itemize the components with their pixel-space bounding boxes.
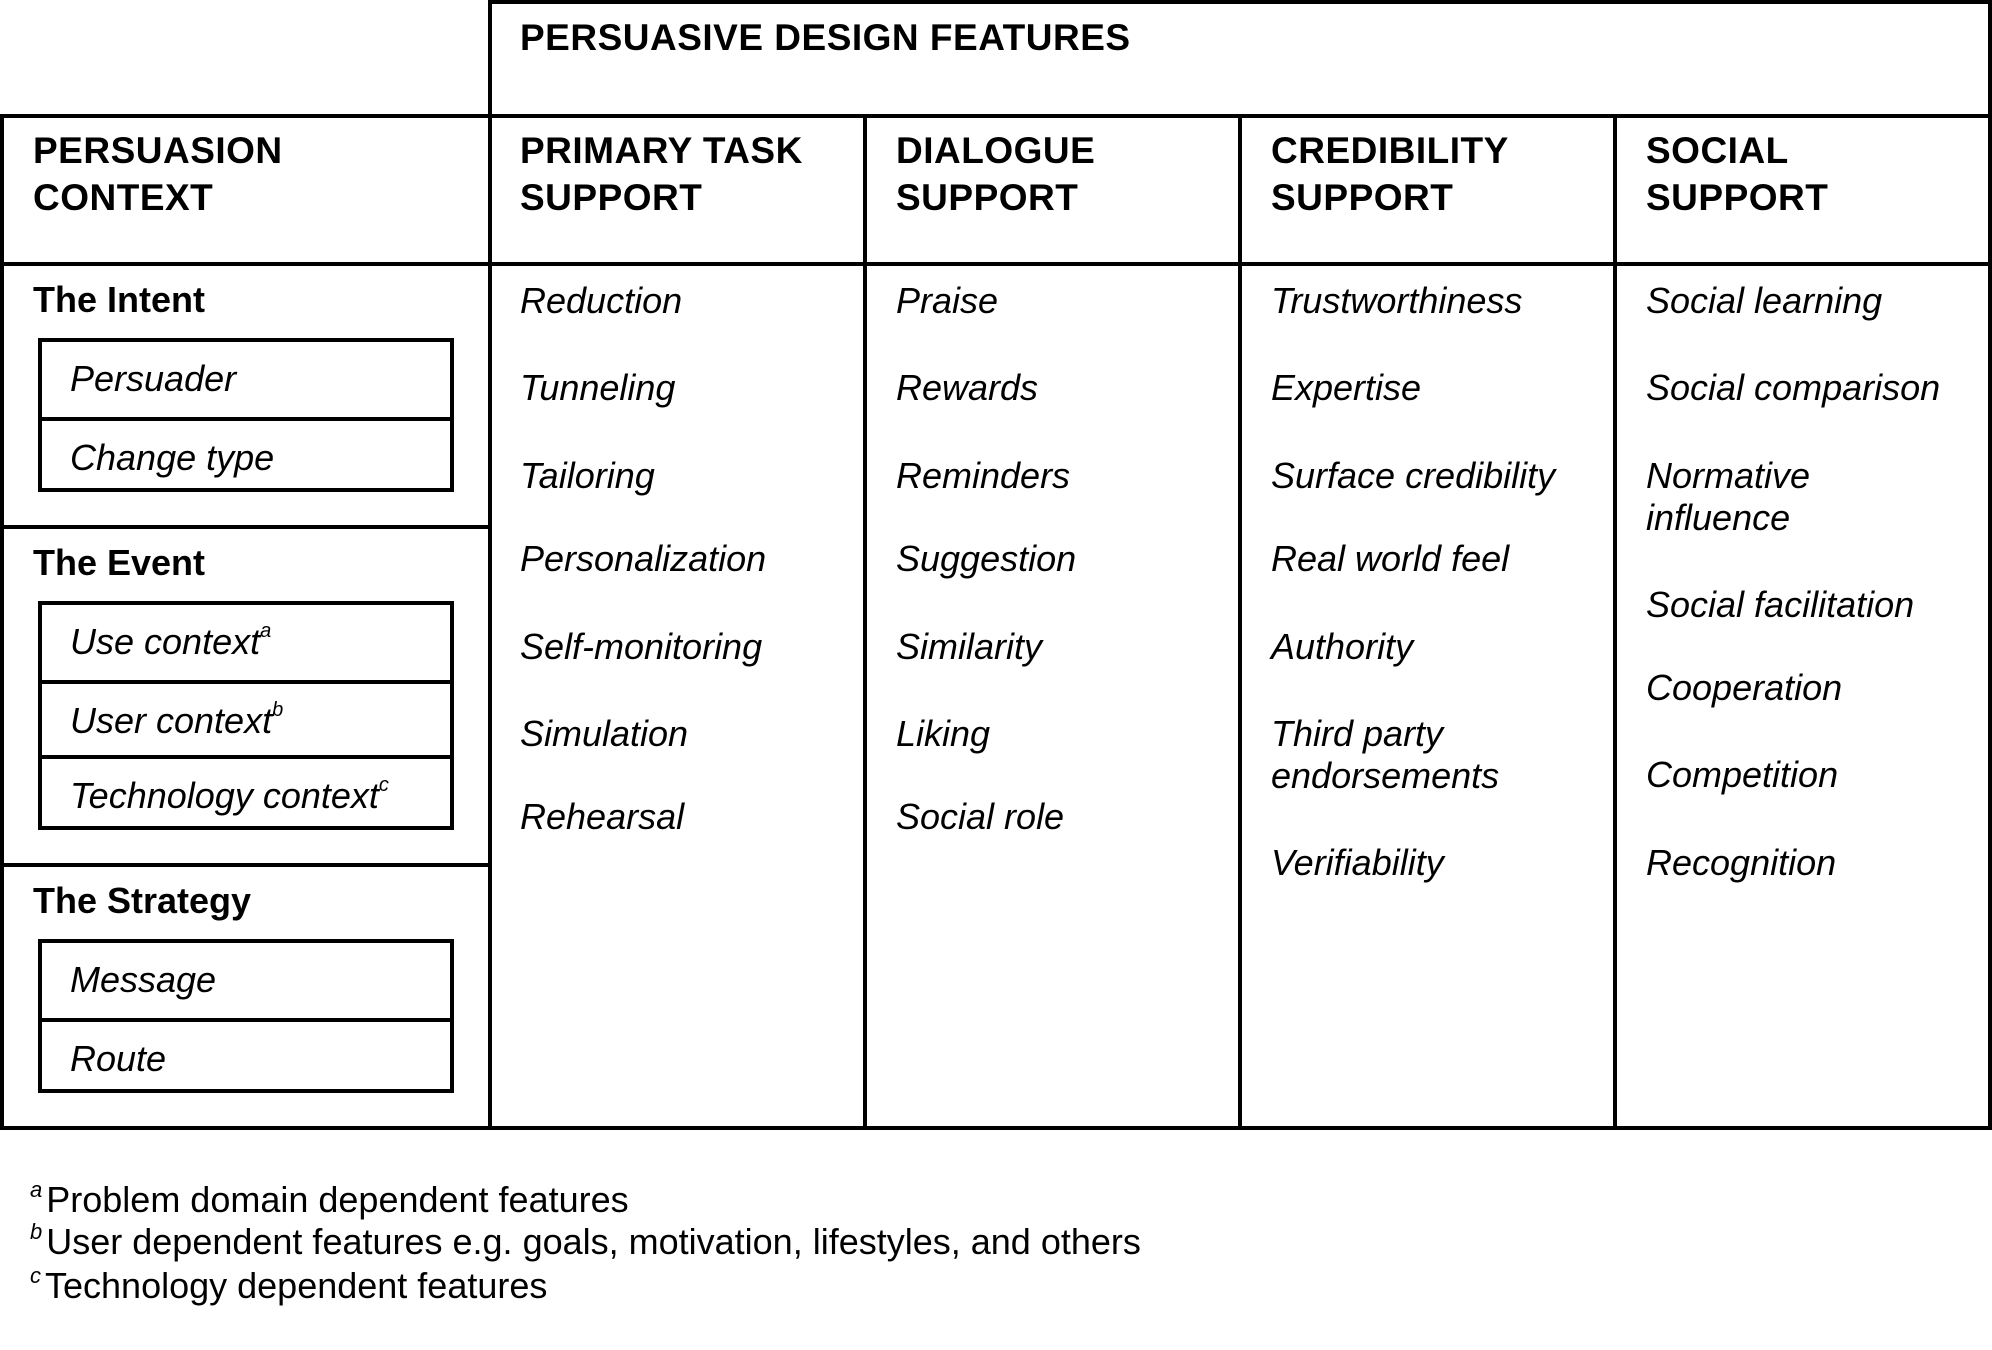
feature-reminders: Reminders bbox=[896, 455, 1071, 496]
footnote-c: $^c$ Technology dependent features bbox=[30, 1263, 548, 1306]
social-support-header: SOCIAL SUPPORT bbox=[1646, 130, 1829, 218]
feature-rewards: Rewards bbox=[896, 367, 1039, 408]
column-divider bbox=[488, 114, 492, 1130]
feature-tunneling: Tunneling bbox=[520, 367, 676, 408]
change-type-item: Change type bbox=[42, 417, 450, 492]
feature-endorsements: endorsements bbox=[1271, 755, 1500, 796]
feature-social-learning: Social learning bbox=[1646, 280, 1883, 321]
persuader-item: Persuader bbox=[70, 358, 237, 399]
feature-trustworthiness: Trustworthiness bbox=[1271, 280, 1523, 321]
column-divider bbox=[863, 114, 867, 1130]
persuasion-context-header: PERSUASION CONTEXT bbox=[33, 130, 283, 218]
column-divider bbox=[1613, 114, 1617, 1130]
feature-social-facilitation: Social facilitation bbox=[1646, 584, 1915, 625]
feature-third-party: Third party bbox=[1271, 713, 1444, 754]
event-title: The Event bbox=[33, 542, 206, 583]
context-section-divider bbox=[0, 863, 490, 867]
strategy-box bbox=[38, 939, 454, 1093]
design-features-title: PERSUASIVE DESIGN FEATURES bbox=[520, 17, 1131, 58]
feature-authority: Authority bbox=[1271, 626, 1414, 667]
feature-praise: Praise bbox=[896, 280, 999, 321]
primary-task-support-header: PRIMARY TASK SUPPORT bbox=[520, 130, 803, 218]
feature-real-world-feel: Real world feel bbox=[1271, 538, 1510, 579]
feature-simulation: Simulation bbox=[520, 713, 689, 754]
context-section-divider bbox=[0, 525, 490, 529]
feature-influence: influence bbox=[1646, 497, 1791, 538]
event-box bbox=[38, 601, 454, 830]
feature-self-monitoring: Self-monitoring bbox=[520, 626, 763, 667]
column-divider bbox=[1238, 114, 1242, 1130]
intent-title: The Intent bbox=[33, 279, 205, 320]
feature-reduction: Reduction bbox=[520, 280, 683, 321]
feature-liking: Liking bbox=[896, 713, 991, 754]
feature-tailoring: Tailoring bbox=[520, 455, 655, 496]
credibility-support-header: CREDIBILITY SUPPORT bbox=[1271, 130, 1509, 218]
message-item: Message bbox=[70, 959, 217, 1000]
feature-expertise: Expertise bbox=[1271, 367, 1422, 408]
feature-suggestion: Suggestion bbox=[896, 538, 1077, 579]
technology-context-item: Technology context$^c$ bbox=[42, 755, 450, 830]
footnote-b: $^b$ User dependent features e.g. goals, motivation, lifestyles, and others bbox=[30, 1219, 1141, 1262]
feature-verifiability: Verifiability bbox=[1271, 842, 1444, 883]
feature-rehearsal: Rehearsal bbox=[520, 796, 685, 837]
route-item: Route bbox=[42, 1018, 450, 1093]
feature-similarity: Similarity bbox=[896, 626, 1043, 667]
intent-box bbox=[38, 338, 454, 492]
dialogue-support-header: DIALOGUE SUPPORT bbox=[896, 130, 1096, 218]
footnote-a: $^a$ Problem domain dependent features bbox=[30, 1177, 629, 1220]
feature-social-role: Social role bbox=[896, 796, 1065, 837]
feature-competition: Competition bbox=[1646, 754, 1839, 795]
feature-normative: Normative bbox=[1646, 455, 1811, 496]
feature-recognition: Recognition bbox=[1646, 842, 1837, 883]
header-divider bbox=[0, 262, 1992, 266]
feature-cooperation: Cooperation bbox=[1646, 667, 1843, 708]
feature-social-comparison: Social comparison bbox=[1646, 367, 1941, 408]
feature-personalization: Personalization bbox=[520, 538, 767, 579]
feature-surface-credibility: Surface credibility bbox=[1271, 455, 1556, 496]
user-context-item: User context$^b$ bbox=[42, 680, 450, 755]
use-context-item: Use context$^a$ bbox=[70, 620, 272, 662]
strategy-title: The Strategy bbox=[33, 880, 252, 921]
